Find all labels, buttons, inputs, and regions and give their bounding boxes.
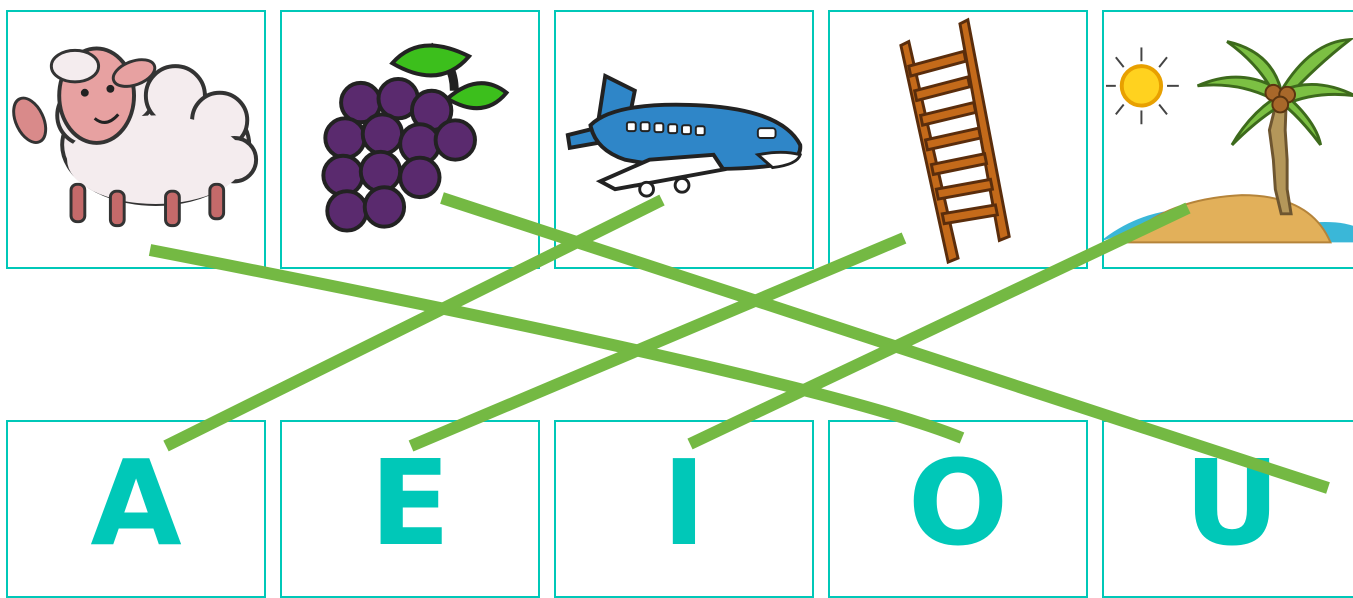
letter-u: U bbox=[1184, 434, 1280, 572]
match-line-ladder-e bbox=[411, 238, 904, 446]
letter-card-i[interactable] bbox=[554, 420, 814, 598]
island-icon bbox=[1104, 12, 1353, 267]
letter-card-e[interactable] bbox=[280, 420, 540, 598]
letter-a: A bbox=[90, 434, 182, 572]
picture-card-grapes[interactable] bbox=[280, 10, 540, 269]
letter-i: I bbox=[662, 434, 706, 572]
letter-o: O bbox=[907, 434, 1009, 572]
ladder-icon bbox=[830, 12, 1086, 267]
match-line-sheep-o bbox=[150, 250, 962, 438]
letter-card-u[interactable] bbox=[1102, 420, 1353, 598]
letter-card-a[interactable] bbox=[6, 420, 266, 598]
airplane-icon bbox=[556, 12, 812, 267]
sheep-icon bbox=[8, 12, 264, 267]
picture-card-ladder[interactable] bbox=[828, 10, 1088, 269]
letter-e: E bbox=[369, 434, 451, 572]
grapes-icon bbox=[282, 12, 538, 267]
picture-card-airplane[interactable] bbox=[554, 10, 814, 269]
letter-card-o[interactable] bbox=[828, 420, 1088, 598]
picture-card-island[interactable] bbox=[1102, 10, 1353, 269]
picture-card-sheep[interactable] bbox=[6, 10, 266, 269]
